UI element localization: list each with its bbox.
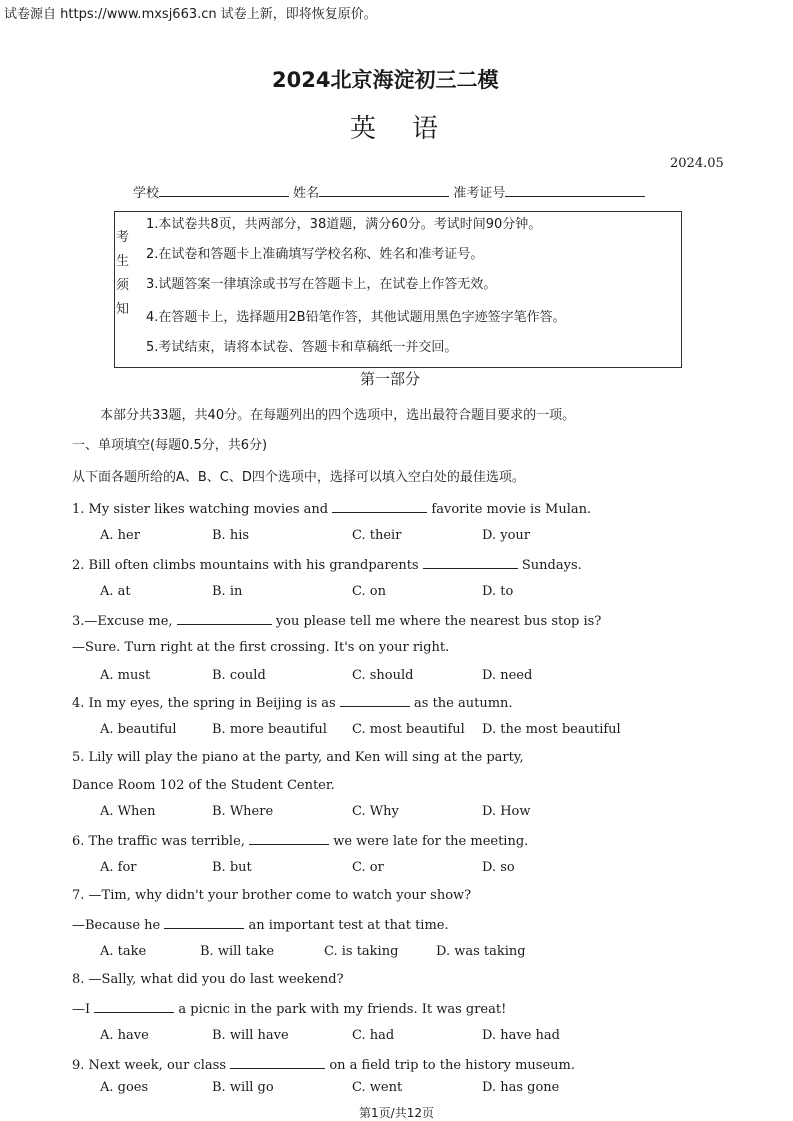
question-7: 7. —Tim, why didn't your brother come to watch your show? [72, 888, 472, 903]
notice-item: 1.本试卷共8页，共两部分，38道题，满分60分。考试时间90分钟。 [146, 217, 542, 232]
q5-line-2: Dance Room 102 of the Student Center. [72, 778, 335, 793]
subject-char-2: 语 [412, 114, 439, 144]
q1-option-a: A. her [100, 528, 140, 543]
q1-option-c: C. their [352, 528, 402, 543]
q8-option-b: B. will have [212, 1028, 289, 1043]
q7-option-a: A. take [100, 944, 147, 959]
q4-stem: 4. In my eyes, the spring in Beijing is as [72, 696, 336, 711]
q9-option-c: C. went [352, 1080, 403, 1095]
q4-option-c: C. most beautiful [352, 722, 465, 737]
q2-option-a: A. at [100, 584, 131, 599]
side-char: 生 [116, 254, 130, 269]
q3-stem: 3.—Excuse me, [72, 614, 173, 629]
q7-option-c: C. is taking [324, 944, 399, 959]
q1-stem-end: favorite movie is Mulan. [431, 502, 592, 517]
question-1 [72, 500, 591, 517]
q3-reply: —Sure. Turn right at the first crossing. It's on your right. [72, 640, 450, 655]
page-title: 2024北京海淀初三二模 [272, 68, 499, 92]
q8-option-c: C. had [352, 1028, 395, 1043]
q6-option-c: C. or [352, 860, 384, 875]
q5-option-a: A. When [100, 804, 156, 819]
q6-option-b: B. but [212, 860, 252, 875]
subject-char-1: 英 [350, 114, 377, 144]
q9-stem-end: on a field trip to the history museum. [329, 1058, 575, 1073]
q3-option-b: B. could [212, 668, 266, 683]
side-char: 考 [116, 230, 130, 245]
school-label: 学校 [133, 186, 160, 201]
notice-item: 5.考试结束，请将本试卷、答题卡和草稿纸一并交回。 [146, 340, 458, 355]
notices-side-label [116, 226, 138, 322]
q6-stem: 6. The traffic was terrible, [72, 834, 245, 849]
q7-reply-start: —Because he [72, 918, 161, 933]
q8-option-d: D. have had [482, 1028, 560, 1043]
name-label: 姓名 [293, 186, 320, 201]
q7-reply-end: an important test at that time. [248, 918, 449, 933]
q4-option-a: A. beautiful [100, 722, 177, 737]
q9-option-b: B. will go [212, 1080, 274, 1095]
question-2 [72, 556, 582, 573]
exam-number-label: 准考证号 [453, 186, 506, 201]
q9-option-a: A. goes [100, 1080, 149, 1095]
q8-reply-start: —I [72, 1002, 91, 1017]
part-one-desc: 本部分共33题，共40分。在每题列出的四个选项中，选出最符合题目要求的一项。 [100, 408, 576, 423]
q2-stem: 2. Bill often climbs mountains with his grandparents [72, 558, 419, 573]
q3-option-c: C. should [352, 668, 414, 683]
q5-option-c: C. Why [352, 804, 399, 819]
q2-option-b: B. in [212, 584, 243, 599]
q1-option-b: B. his [212, 528, 250, 543]
q2-option-d: D. to [482, 584, 514, 599]
q7-reply [72, 916, 449, 933]
q5-option-d: D. How [482, 804, 531, 819]
question-5: 5. Lily will play the piano at the party, and Ken will sing at the party, [72, 750, 524, 765]
q3-stem-end: you please tell me where the nearest bus stop is? [275, 614, 602, 629]
q8-reply [72, 1000, 506, 1017]
q7-option-b: B. will take [200, 944, 275, 959]
section-one-title: 一、单项填空(每题0.5分，共6分) [72, 438, 268, 453]
q4-stem-end: as the autumn. [414, 696, 513, 711]
q2-option-c: C. on [352, 584, 386, 599]
q1-stem: 1. My sister likes watching movies and [72, 502, 329, 517]
question-9 [72, 1056, 575, 1073]
notice-item: 2.在试卷和答题卡上准确填写学校名称、姓名和准考证号。 [146, 247, 484, 262]
q3-option-a: A. must [100, 668, 151, 683]
question-4 [72, 694, 513, 711]
question-8: 8. —Sally, what did you do last weekend? [72, 972, 344, 987]
section-one-desc: 从下面各题所给的A、B、C、D四个选项中，选择可以填入空白处的最佳选项。 [72, 470, 525, 485]
q9-option-d: D. has gone [482, 1080, 560, 1095]
part-one-heading: 第一部分 [360, 370, 421, 388]
q6-stem-end: we were late for the meeting. [333, 834, 529, 849]
question-3 [72, 612, 601, 629]
q5-option-b: B. Where [212, 804, 274, 819]
q8-option-a: A. have [100, 1028, 149, 1043]
source-watermark: 试卷源自 https://www.mxsj663.cn 试卷上新，即将恢复原价。 [4, 7, 377, 22]
exam-date: 2024.05 [670, 156, 724, 171]
notice-item: 3.试题答案一律填涂或书写在答题卡上，在试卷上作答无效。 [146, 277, 497, 292]
q2-stem-end: Sundays. [521, 558, 582, 573]
q4-option-b: B. more beautiful [212, 722, 327, 737]
q1-option-d: D. your [482, 528, 530, 543]
side-char: 知 [116, 302, 130, 317]
q8-reply-end: a picnic in the park with my friends. It was great! [178, 1002, 507, 1017]
page-footer: 第1页/共12页 [359, 1106, 434, 1120]
side-char: 须 [116, 278, 130, 293]
q4-option-d: D. the most beautiful [482, 722, 621, 737]
q3-option-d: D. need [482, 668, 533, 683]
notice-item: 4.在答题卡上，选择题用2B铅笔作答，其他试题用黑色字迹签字笔作答。 [146, 310, 566, 325]
question-6 [72, 832, 528, 849]
q7-option-d: D. was taking [436, 944, 526, 959]
student-info-line [133, 184, 645, 201]
q6-option-a: A. for [100, 860, 137, 875]
q6-option-d: D. so [482, 860, 515, 875]
q9-stem: 9. Next week, our class [72, 1058, 227, 1073]
